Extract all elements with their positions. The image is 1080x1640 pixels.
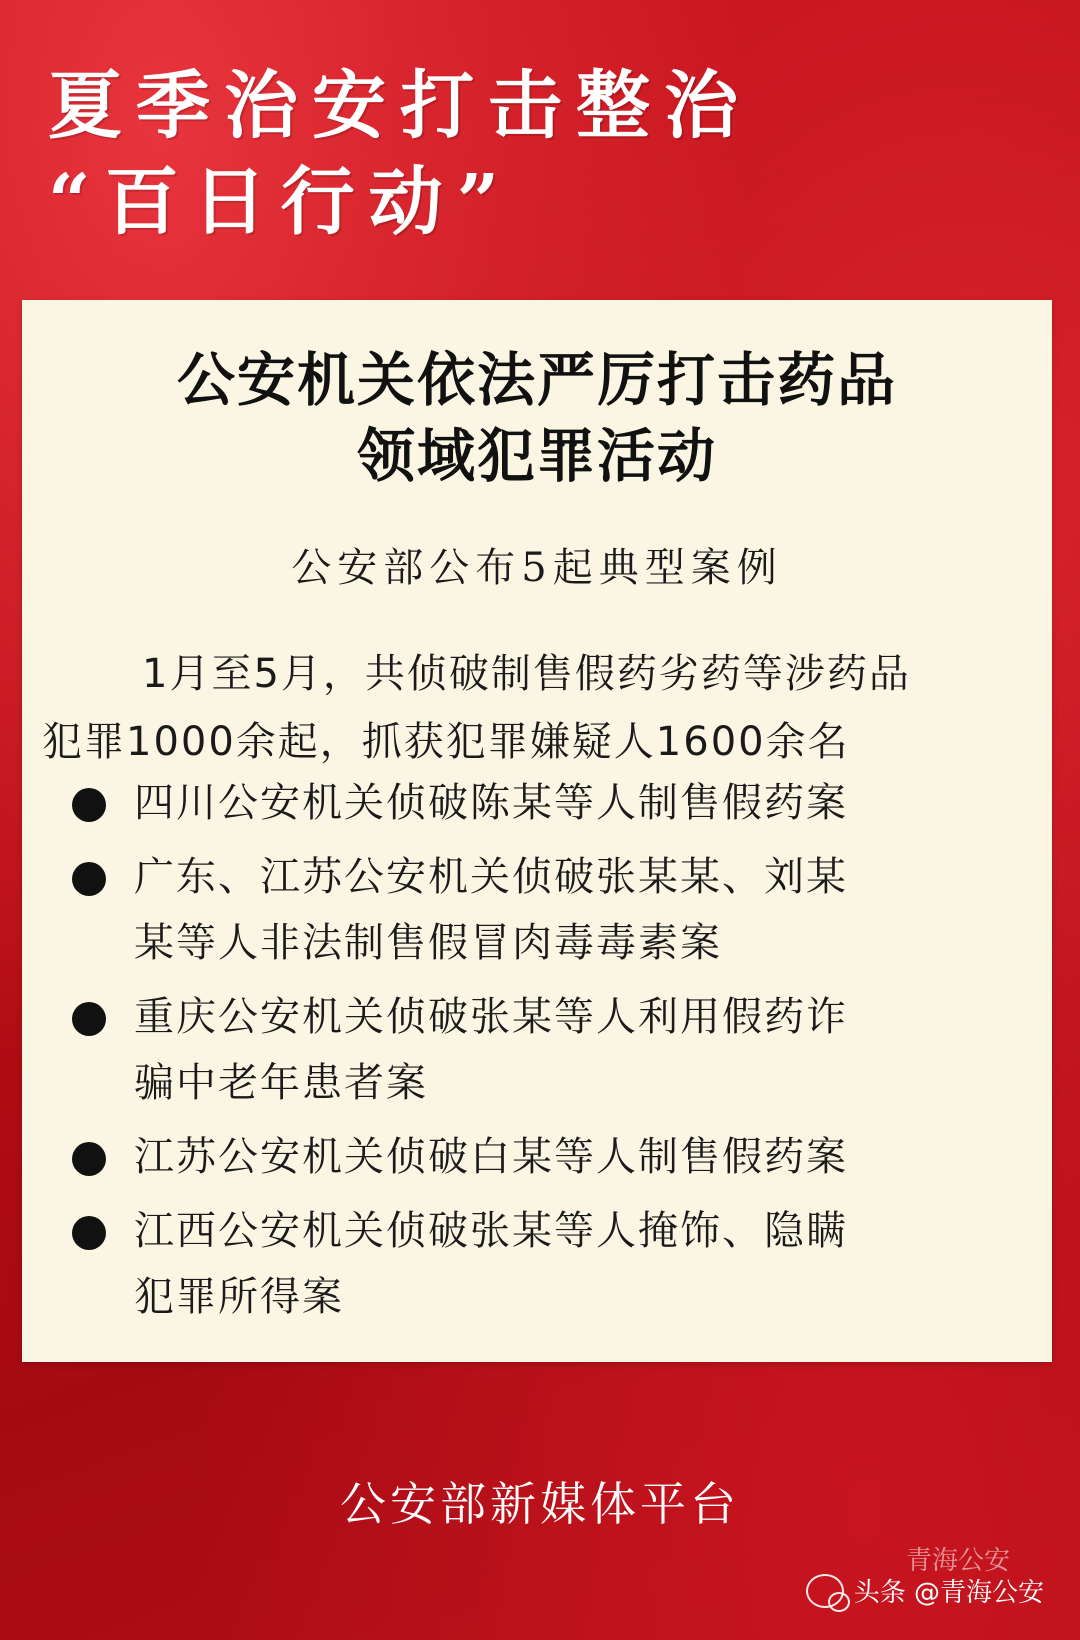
campaign-header (48, 58, 752, 250)
notice-card (22, 300, 1052, 1362)
case-item (22, 1124, 1052, 1190)
watermark-text: 头条 @青海公安 (853, 1578, 1044, 1608)
bullet-icon (72, 1142, 106, 1176)
case-line: 江苏公安机关侦破白某等人制售假药案 (134, 1134, 848, 1180)
card-title (22, 342, 1052, 494)
wechat-icon (806, 1574, 844, 1608)
card-title-line-2: 领域犯罪活动 (356, 422, 717, 490)
publisher-footer: 公安部新媒体平台 (340, 1477, 740, 1531)
case-line: 广东、江苏公安机关侦破张某某、刘某 (134, 854, 848, 900)
case-line: 四川公安机关侦破陈某等人制售假药案 (134, 780, 848, 826)
case-item (22, 844, 1052, 976)
bullet-icon (72, 1216, 106, 1250)
bullet-icon (72, 1002, 106, 1036)
case-line: 重庆公安机关侦破张某等人利用假药诈 (134, 994, 848, 1040)
card-subtitle: 公安部公布5起典型案例 (291, 545, 783, 591)
campaign-title-line-1: 夏季治安打击整治 (48, 63, 752, 149)
intro-line-2: 犯罪1000余起，抓获犯罪嫌疑人1600余名 (42, 719, 850, 765)
case-line: 骗中老年患者案 (134, 1060, 428, 1106)
case-line: 某等人非法制售假冒肉毒毒素案 (134, 920, 722, 966)
bullet-icon (72, 862, 106, 896)
card-title-line-1: 公安机关依法严厉打击药品 (176, 346, 897, 414)
watermark-ghost-text: 青海公安 (905, 1546, 1010, 1576)
case-item (22, 1198, 1052, 1330)
case-line: 江西公安机关侦破张某等人掩饰、隐瞒 (134, 1208, 848, 1254)
case-item (22, 770, 1052, 836)
case-item (22, 984, 1052, 1116)
campaign-title-line-2: “百日行动” (48, 159, 514, 245)
intro-paragraph (42, 640, 1042, 776)
case-list (22, 770, 1052, 1338)
bullet-icon (72, 788, 106, 822)
source-watermark[interactable] (806, 1572, 1044, 1609)
case-line: 犯罪所得案 (134, 1274, 344, 1320)
intro-line-1: 1月至5月，共侦破制售假药劣药等涉药品 (142, 651, 911, 697)
